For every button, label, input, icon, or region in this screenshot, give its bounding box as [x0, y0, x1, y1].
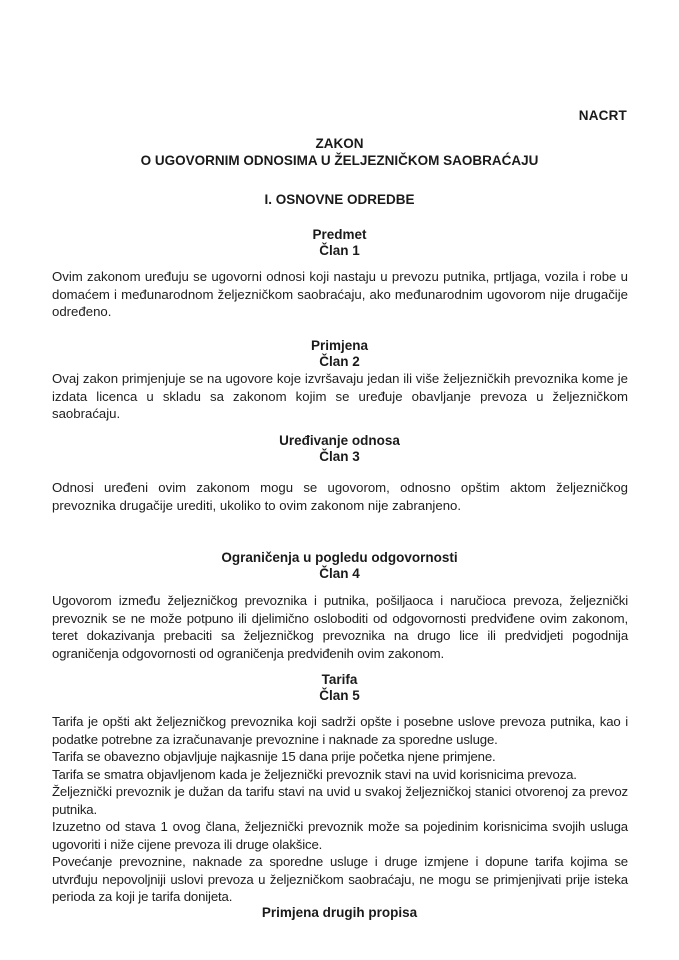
article-1-number: Član 1 — [319, 243, 360, 258]
article-4-heading: Ograničenja u pogledu odgovornosti — [221, 550, 458, 565]
article-3-paragraph-1: Odnosi uređeni ovim zakonom mogu se ugovorom, odnosno opštim aktom željezničkog prevoznika drugačije urediti, ukoliko to ovim zakonom nije zabranjeno. — [52, 480, 628, 513]
article-2-heading: Primjena — [310, 338, 369, 353]
article-3-body — [52, 479, 628, 514]
article-5-paragraph-3: Tarifa se smatra objavljenom kada je željeznički prevoznik stavi na uvid korisnicima prevoza. — [52, 766, 577, 782]
article-2-number: Član 2 — [319, 354, 360, 369]
article-5-heading: Tarifa — [321, 672, 358, 687]
law-title: ZAKON — [315, 136, 364, 151]
article-3-heading: Uređivanje odnosa — [279, 433, 400, 448]
article-5-paragraph-2: Tarifa se obavezno objavljuje najkasnije 15 dana prije početka njene primjene. — [52, 749, 496, 764]
article-3-number: Član 3 — [319, 449, 360, 464]
article-5-body — [52, 713, 628, 906]
article-2-body — [52, 370, 628, 423]
draft-label: NACRT — [578, 108, 627, 123]
article-5-number: Član 5 — [319, 688, 360, 703]
article-1-body — [52, 268, 628, 321]
article-2-paragraph-1: Ovaj zakon primjenjuje se na ugovore koje izvršavaju jedan ili više željezničkih prevoznika kome je izdata licenca u skladu sa zakonom kojim se uređuje obavljanje prevoza u željezničkom saobraćaju. — [52, 371, 628, 421]
article-6-heading: Primjena drugih propisa — [261, 905, 418, 920]
law-subtitle: O UGOVORNIM ODNOSIMA U ŽELJEZNIČKOM SAOBRAĆAJU — [140, 153, 539, 168]
article-5-paragraph-6: Povećanje prevoznine, naknade za sporedne usluge i druge izmjene i dopune tarifa kojima se utvrđuju nepovoljniji uslovi prevoza u željezničkom saobraćaju, ne mogu se primjenjivati prije isteka perioda za koji je tarifa donijeta. — [52, 854, 628, 904]
article-5-paragraph-1: Tarifa je opšti akt željezničkog prevoznika koji sadrži opšte i posebne uslove prevoza putnika, kao i podatke potrebne za izračunavanje prevoznine i naknade za sporedne usluge. — [52, 714, 628, 747]
article-4-number: Član 4 — [319, 566, 360, 581]
article-1-paragraph-1: Ovim zakonom uređuju se ugovorni odnosi koji nastaju u prevozu putnika, prtljaga, vozila i robe u domaćem i međunarodnom željezničkom saobraćaju, ako međunarodnim ugovorom nije drugačije određeno. — [52, 269, 628, 319]
article-4-paragraph-1: Ugovorom između željezničkog prevoznika i putnika, pošiljaoca i naručioca prevoza, željeznički prevoznik se ne može potpuno ili djelimično osloboditi od odgovornosti predviđene ovim zakonom, teret dokazivanja prebaciti sa željezničkog prevoznika na drugo lice ili predvidjeti pogodnija ograničenja odgovornosti od ograničenja predviđenih ovim zakonom. — [52, 593, 628, 661]
article-5-paragraph-4: Željeznički prevoznik je dužan da tarifu stavi na uvid u svakoj željezničkoj stanici otvorenoj za prevoz putnika. — [52, 784, 628, 817]
section-heading: I. OSNOVNE ODREDBE — [264, 192, 415, 207]
article-1-heading: Predmet — [312, 227, 367, 242]
article-5-paragraph-5: Izuzetno od stava 1 ovog člana, željeznički prevoznik može sa pojedinim korisnicima svojih usluga ugovoriti i niže cijene prevoza ili druge olakšice. — [52, 819, 628, 852]
article-4-body — [52, 592, 628, 662]
